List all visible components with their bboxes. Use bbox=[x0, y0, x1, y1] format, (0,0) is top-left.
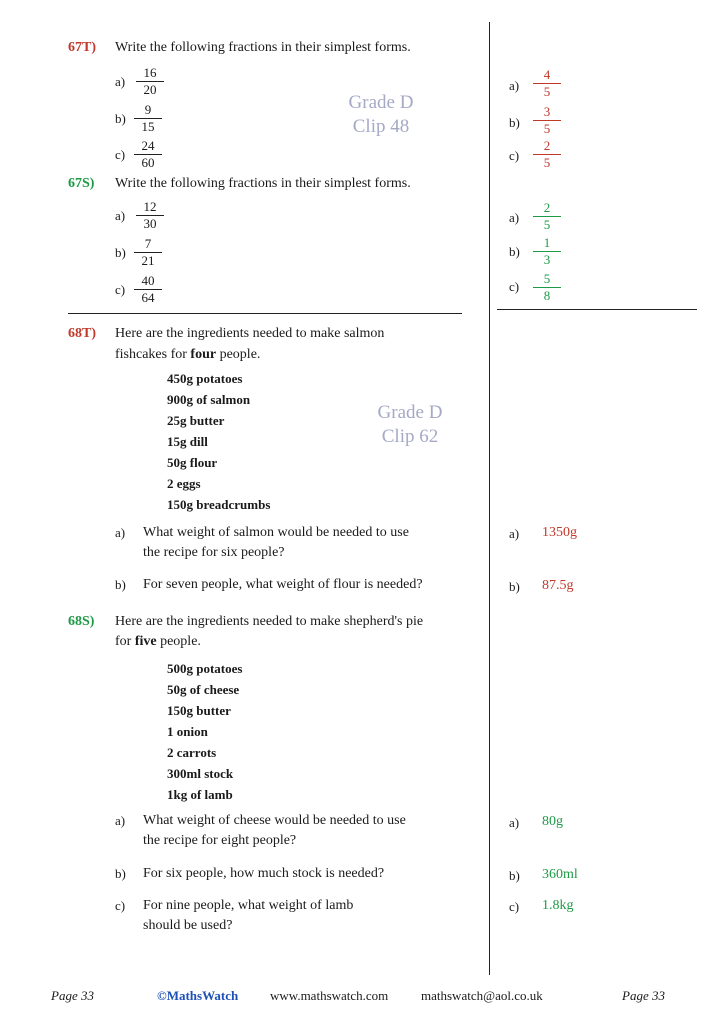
numerator: 2 bbox=[543, 200, 551, 215]
part-label-68t-b: b) bbox=[115, 577, 126, 592]
part-label-68s-c: c) bbox=[115, 898, 126, 913]
brand-logo: ©MathsWatch bbox=[157, 988, 239, 1003]
numerator: 40 bbox=[141, 273, 155, 288]
denominator: 5 bbox=[543, 155, 551, 170]
ingredient-item: 2 eggs bbox=[167, 476, 201, 491]
clip-reference-67[interactable] bbox=[321, 91, 441, 139]
fraction-67s-b bbox=[134, 237, 162, 268]
answer-label-68t-a: a) bbox=[509, 526, 520, 541]
answer-fraction-67s-a bbox=[533, 201, 561, 232]
page-number-left: Page 33 bbox=[51, 988, 94, 1003]
question-prompt-68s-line1: Here are the ingredients needed to make shepherd's pie bbox=[115, 614, 424, 629]
numerator: 4 bbox=[543, 67, 551, 82]
numerator: 16 bbox=[143, 65, 157, 80]
ingredient-item: 25g butter bbox=[167, 413, 225, 428]
denominator: 5 bbox=[543, 217, 551, 232]
denominator: 21 bbox=[141, 253, 155, 268]
question-prompt-67t: Write the following fractions in their simplest forms. bbox=[115, 40, 411, 55]
ingredient-item: 450g potatoes bbox=[167, 371, 243, 386]
fraction-67t-a bbox=[136, 66, 164, 97]
numerator: 5 bbox=[543, 271, 551, 286]
grade-label: Grade D bbox=[377, 402, 443, 423]
question-number-68t: 68T) bbox=[68, 326, 96, 341]
answer-label-68t-b: b) bbox=[509, 579, 520, 594]
denominator: 3 bbox=[543, 252, 551, 267]
question-prompt-68s-line2: for five people. bbox=[115, 634, 201, 649]
answer-fraction-67t-a bbox=[533, 68, 561, 99]
part-text-68s-c-line1: For nine people, what weight of lamb bbox=[143, 898, 354, 913]
clip-reference-68[interactable] bbox=[350, 401, 470, 449]
ingredient-item: 1kg of lamb bbox=[167, 787, 233, 802]
answer-fraction-67t-b bbox=[533, 105, 561, 136]
answer-label-67s-a: a) bbox=[509, 210, 520, 225]
fraction-67t-c bbox=[134, 139, 162, 170]
denominator: 5 bbox=[543, 84, 551, 99]
answer-label-68s-a: a) bbox=[509, 815, 520, 830]
part-label-68t-a: a) bbox=[115, 525, 126, 540]
answer-label-67s-c: c) bbox=[509, 279, 520, 294]
part-label-67t-b: b) bbox=[115, 111, 126, 126]
fraction-67s-a bbox=[136, 200, 164, 231]
ingredient-item: 150g breadcrumbs bbox=[167, 497, 271, 512]
denominator: 64 bbox=[141, 290, 155, 305]
answer-fraction-67s-c bbox=[533, 272, 561, 303]
ingredient-item: 50g flour bbox=[167, 455, 218, 470]
question-prompt-68t-line1: Here are the ingredients needed to make salmon bbox=[115, 326, 385, 341]
ingredient-item: 500g potatoes bbox=[167, 661, 243, 676]
answer-fraction-67t-c bbox=[533, 139, 561, 170]
part-label-67s-b: b) bbox=[115, 245, 126, 260]
part-label-68s-a: a) bbox=[115, 813, 126, 828]
website-link[interactable]: www.mathswatch.com bbox=[270, 988, 389, 1003]
answer-value-68s-a: 80g bbox=[542, 814, 563, 829]
page-number-right: Page 33 bbox=[622, 988, 665, 1003]
fraction-67t-b bbox=[134, 103, 162, 134]
section-divider-left bbox=[68, 313, 462, 314]
question-prompt-67s: Write the following fractions in their simplest forms. bbox=[115, 176, 411, 191]
grade-label: Grade D bbox=[348, 92, 414, 113]
fraction-67s-c bbox=[134, 274, 162, 305]
part-text-68s-a-line1: What weight of cheese would be needed to use bbox=[143, 813, 406, 828]
answer-label-67s-b: b) bbox=[509, 244, 520, 259]
ingredient-item: 1 onion bbox=[167, 724, 208, 739]
part-label-67t-c: c) bbox=[115, 147, 126, 162]
answer-label-67t-c: c) bbox=[509, 148, 520, 163]
answer-fraction-67s-b bbox=[533, 236, 561, 267]
numerator: 1 bbox=[543, 235, 551, 250]
ingredient-item: 2 carrots bbox=[167, 745, 217, 760]
ingredient-item: 150g butter bbox=[167, 703, 231, 718]
denominator: 30 bbox=[143, 216, 157, 231]
part-text-68s-b: For six people, how much stock is needed? bbox=[143, 866, 385, 881]
people-count: four bbox=[190, 347, 217, 362]
numerator: 7 bbox=[144, 236, 152, 251]
answer-value-68t-a: 1350g bbox=[542, 525, 577, 540]
question-prompt-68t-line2: fishcakes for four people. bbox=[115, 347, 261, 362]
ingredient-item: 900g of salmon bbox=[167, 392, 251, 407]
numerator: 3 bbox=[543, 104, 551, 119]
denominator: 8 bbox=[543, 288, 551, 303]
numerator: 24 bbox=[141, 138, 155, 153]
ingredient-item: 300ml stock bbox=[167, 766, 234, 781]
numerator: 9 bbox=[144, 102, 152, 117]
answer-column-divider bbox=[489, 22, 490, 975]
part-label-67s-c: c) bbox=[115, 282, 126, 297]
part-label-67s-a: a) bbox=[115, 208, 126, 223]
answer-label-68s-b: b) bbox=[509, 868, 520, 883]
denominator: 60 bbox=[141, 155, 155, 170]
clip-label: Clip 62 bbox=[381, 426, 439, 447]
part-label-67t-a: a) bbox=[115, 74, 126, 89]
clip-label: Clip 48 bbox=[352, 116, 410, 137]
answer-value-68s-c: 1.8kg bbox=[542, 898, 574, 913]
question-number-68s: 68S) bbox=[68, 614, 95, 629]
answer-label-68s-c: c) bbox=[509, 899, 520, 914]
ingredient-item: 50g of cheese bbox=[167, 682, 240, 697]
question-number-67s: 67S) bbox=[68, 176, 95, 191]
part-text-68t-b: For seven people, what weight of flour is needed? bbox=[143, 577, 423, 592]
part-label-68s-b: b) bbox=[115, 866, 126, 881]
answer-label-67t-b: b) bbox=[509, 115, 520, 130]
part-text-68s-c-line2: should be used? bbox=[143, 918, 233, 933]
answer-value-68s-b: 360ml bbox=[542, 867, 578, 882]
question-number-67t: 67T) bbox=[68, 40, 96, 55]
answer-label-67t-a: a) bbox=[509, 78, 520, 93]
part-text-68t-a-line1: What weight of salmon would be needed to use bbox=[143, 525, 409, 540]
numerator: 2 bbox=[543, 138, 551, 153]
people-count: five bbox=[134, 634, 157, 649]
ingredient-item: 15g dill bbox=[167, 434, 208, 449]
denominator: 15 bbox=[141, 119, 155, 134]
part-text-68s-a-line2: the recipe for eight people? bbox=[143, 833, 297, 848]
answer-value-68t-b: 87.5g bbox=[542, 578, 574, 593]
numerator: 12 bbox=[143, 199, 157, 214]
denominator: 5 bbox=[543, 121, 551, 136]
denominator: 20 bbox=[143, 82, 157, 97]
section-divider-right bbox=[497, 309, 697, 310]
part-text-68t-a-line2: the recipe for six people? bbox=[143, 545, 285, 560]
email-link[interactable]: mathswatch@aol.co.uk bbox=[421, 988, 543, 1003]
